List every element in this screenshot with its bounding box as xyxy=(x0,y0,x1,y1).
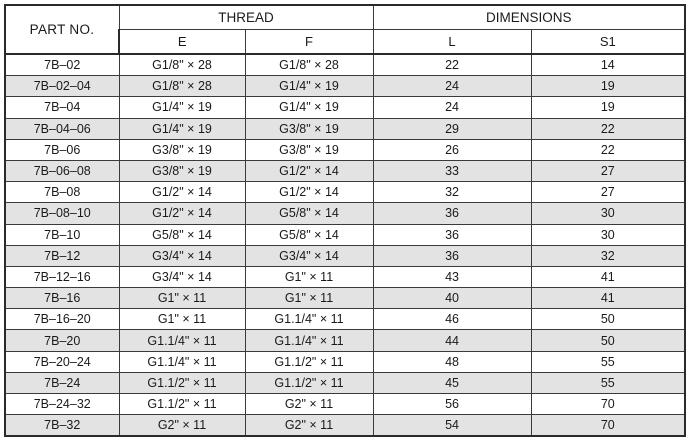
dimension-s1-cell: 27 xyxy=(531,182,685,203)
thread-f-cell: G1/8" × 28 xyxy=(245,54,373,76)
thread-f-cell: G1/4" × 19 xyxy=(245,97,373,118)
spec-table-container xyxy=(4,4,684,437)
part-no-cell: 7B–04–06 xyxy=(5,118,119,139)
thread-e-cell: G1" × 11 xyxy=(119,309,245,330)
thread-f-cell: G5/8" × 14 xyxy=(245,203,373,224)
dimension-l-cell: 46 xyxy=(373,309,531,330)
thread-e-cell: G1/2" × 14 xyxy=(119,182,245,203)
thread-f-header: F xyxy=(245,30,373,55)
dimension-l-cell: 44 xyxy=(373,330,531,351)
dimension-l-cell: 24 xyxy=(373,97,531,118)
thread-f-cell: G3/8" × 19 xyxy=(245,139,373,160)
dimension-l-cell: 33 xyxy=(373,160,531,181)
thread-e-cell: G1.1/4" × 11 xyxy=(119,351,245,372)
dimension-s1-cell: 70 xyxy=(531,394,685,415)
part-no-cell: 7B–08–10 xyxy=(5,203,119,224)
part-no-cell: 7B–04 xyxy=(5,97,119,118)
dimension-l-cell: 48 xyxy=(373,351,531,372)
table-row xyxy=(5,245,685,266)
dimension-l-header: L xyxy=(373,30,531,55)
table-row xyxy=(5,330,685,351)
dimension-s1-cell: 50 xyxy=(531,309,685,330)
dimension-l-cell: 29 xyxy=(373,118,531,139)
table-row xyxy=(5,224,685,245)
dimension-s1-cell: 70 xyxy=(531,415,685,437)
table-row xyxy=(5,351,685,372)
dimension-l-cell: 56 xyxy=(373,394,531,415)
dimension-s1-cell: 41 xyxy=(531,288,685,309)
thread-e-cell: G1.1/2" × 11 xyxy=(119,372,245,393)
table-row xyxy=(5,266,685,287)
part-no-cell: 7B–20 xyxy=(5,330,119,351)
thread-e-cell: G3/4" × 14 xyxy=(119,245,245,266)
part-no-cell: 7B–16–20 xyxy=(5,309,119,330)
thread-header: THREAD xyxy=(119,5,373,30)
table-row xyxy=(5,372,685,393)
thread-f-cell: G1" × 11 xyxy=(245,288,373,309)
table-row xyxy=(5,97,685,118)
thread-e-cell: G1/4" × 19 xyxy=(119,118,245,139)
thread-e-cell: G1/8" × 28 xyxy=(119,76,245,97)
thread-e-cell: G1.1/2" × 11 xyxy=(119,394,245,415)
table-row xyxy=(5,76,685,97)
fitting-spec-table xyxy=(4,4,686,437)
thread-f-cell: G3/4" × 14 xyxy=(245,245,373,266)
thread-f-cell: G2" × 11 xyxy=(245,394,373,415)
table-row xyxy=(5,139,685,160)
thread-f-cell: G1.1/2" × 11 xyxy=(245,351,373,372)
dimension-l-cell: 43 xyxy=(373,266,531,287)
dimension-l-cell: 45 xyxy=(373,372,531,393)
dimension-l-cell: 24 xyxy=(373,76,531,97)
dimension-l-cell: 22 xyxy=(373,54,531,76)
thread-e-cell: G3/4" × 14 xyxy=(119,266,245,287)
dimension-s1-cell: 19 xyxy=(531,76,685,97)
thread-e-cell: G1/8" × 28 xyxy=(119,54,245,76)
thread-f-cell: G1" × 11 xyxy=(245,266,373,287)
dimension-l-cell: 36 xyxy=(373,224,531,245)
part-no-cell: 7B–12–16 xyxy=(5,266,119,287)
part-no-cell: 7B–32 xyxy=(5,415,119,437)
part-no-cell: 7B–06–08 xyxy=(5,160,119,181)
dimension-s1-cell: 50 xyxy=(531,330,685,351)
dimensions-header: DIMENSIONS xyxy=(373,5,685,30)
dimension-l-cell: 26 xyxy=(373,139,531,160)
thread-f-cell: G1.1/2" × 11 xyxy=(245,372,373,393)
thread-e-header: E xyxy=(119,30,245,55)
dimension-s1-cell: 27 xyxy=(531,160,685,181)
table-row xyxy=(5,54,685,76)
table-row xyxy=(5,160,685,181)
part-no-cell: 7B–24–32 xyxy=(5,394,119,415)
thread-f-cell: G1/4" × 19 xyxy=(245,76,373,97)
table-row xyxy=(5,288,685,309)
part-no-cell: 7B–10 xyxy=(5,224,119,245)
table-row xyxy=(5,203,685,224)
thread-e-cell: G1/2" × 14 xyxy=(119,203,245,224)
part-no-cell: 7B–24 xyxy=(5,372,119,393)
thread-f-cell: G1/2" × 14 xyxy=(245,160,373,181)
dimension-s1-cell: 19 xyxy=(531,97,685,118)
thread-e-cell: G3/8" × 19 xyxy=(119,139,245,160)
dimension-l-cell: 54 xyxy=(373,415,531,437)
thread-e-cell: G5/8" × 14 xyxy=(119,224,245,245)
thread-f-cell: G5/8" × 14 xyxy=(245,224,373,245)
thread-f-cell: G3/8" × 19 xyxy=(245,118,373,139)
thread-f-cell: G1.1/4" × 11 xyxy=(245,309,373,330)
dimension-s1-cell: 30 xyxy=(531,203,685,224)
dimension-s1-cell: 32 xyxy=(531,245,685,266)
part-no-cell: 7B–16 xyxy=(5,288,119,309)
dimension-s1-cell: 22 xyxy=(531,118,685,139)
dimension-l-cell: 40 xyxy=(373,288,531,309)
part-no-cell: 7B–06 xyxy=(5,139,119,160)
thread-e-cell: G2" × 11 xyxy=(119,415,245,437)
dimension-s1-cell: 30 xyxy=(531,224,685,245)
part-no-cell: 7B–08 xyxy=(5,182,119,203)
table-row xyxy=(5,394,685,415)
thread-f-cell: G1.1/4" × 11 xyxy=(245,330,373,351)
dimension-s1-header: S1 xyxy=(531,30,685,55)
thread-e-cell: G1.1/4" × 11 xyxy=(119,330,245,351)
dimension-s1-cell: 22 xyxy=(531,139,685,160)
thread-f-cell: G1/2" × 14 xyxy=(245,182,373,203)
part-no-cell: 7B–02 xyxy=(5,54,119,76)
dimension-s1-cell: 55 xyxy=(531,351,685,372)
part-no-cell: 7B–20–24 xyxy=(5,351,119,372)
part-no-cell: 7B–02–04 xyxy=(5,76,119,97)
dimension-l-cell: 36 xyxy=(373,203,531,224)
dimension-s1-cell: 41 xyxy=(531,266,685,287)
table-row xyxy=(5,118,685,139)
spec-table-body xyxy=(5,54,685,436)
thread-f-cell: G2" × 11 xyxy=(245,415,373,437)
header-row-groups xyxy=(5,5,685,30)
thread-e-cell: G3/8" × 19 xyxy=(119,160,245,181)
table-row xyxy=(5,182,685,203)
dimension-s1-cell: 55 xyxy=(531,372,685,393)
thread-e-cell: G1" × 11 xyxy=(119,288,245,309)
dimension-s1-cell: 14 xyxy=(531,54,685,76)
dimension-l-cell: 32 xyxy=(373,182,531,203)
thread-e-cell: G1/4" × 19 xyxy=(119,97,245,118)
dimension-l-cell: 36 xyxy=(373,245,531,266)
part-no-cell: 7B–12 xyxy=(5,245,119,266)
part-no-header: PART NO. xyxy=(5,5,119,54)
table-row xyxy=(5,415,685,437)
table-row xyxy=(5,309,685,330)
